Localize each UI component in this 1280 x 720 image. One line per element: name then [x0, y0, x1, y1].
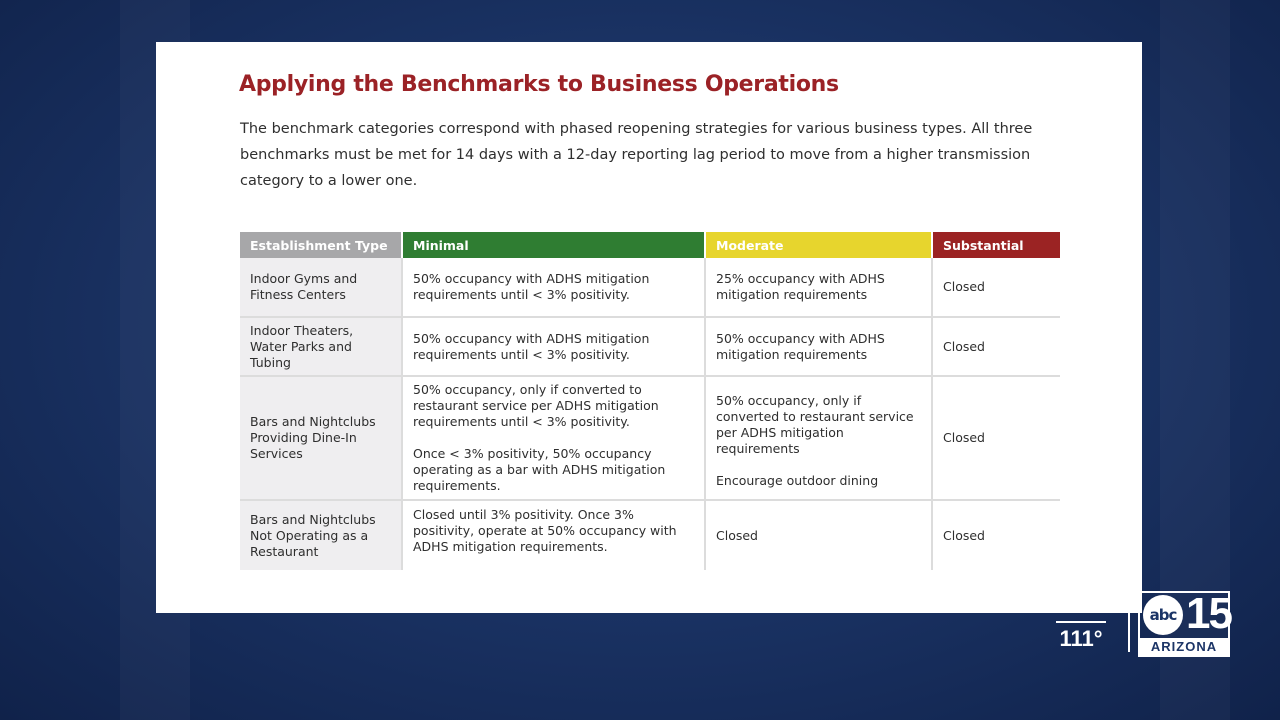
moderate-text: 50% occupancy with ADHS mitigation requirements [716, 330, 885, 362]
slide-title: Applying the Benchmarks to Business Operations [239, 72, 839, 97]
table-row [240, 258, 1060, 317]
abc-logo-icon: abc [1143, 595, 1183, 635]
moderate-cell [705, 258, 932, 317]
substantial-cell: Closed [943, 527, 985, 543]
establishment-type-cell: Bars and Nightclubs Not Operating as a Restaurant [240, 500, 402, 570]
table-row [240, 500, 1060, 570]
header-minimal: Minimal [402, 232, 705, 258]
minimal-text: 50% occupancy, only if converted to restaurant service per ADHS mitigation requirements until < 3% positivity. [413, 382, 659, 429]
minimal-text: 50% occupancy with ADHS mitigation requirements until < 3% positivity. [413, 330, 650, 362]
establishment-type-cell: Indoor Gyms and Fitness Centers [240, 258, 402, 317]
moderate-cell [705, 500, 932, 570]
establishment-type-cell: Bars and Nightclubs Providing Dine-In Services [240, 376, 402, 500]
establishment-type-cell: Indoor Theaters, Water Parks and Tubing [240, 317, 402, 376]
moderate-text: 25% occupancy with ADHS mitigation requirements [716, 271, 885, 302]
moderate-text: Closed [716, 527, 758, 543]
minimal-cell [402, 317, 705, 376]
minimal-text: 50% occupancy with ADHS mitigation requirements until < 3% positivity. [413, 271, 650, 302]
minimal-cell [402, 258, 705, 317]
slide-intro: The benchmark categories correspond with phased reopening strategies for various business types. All three benchmarks must be met for 14 days with a 12-day reporting lag period to move from a higher transmission category to a lower one. [240, 121, 1033, 189]
minimal-text-secondary: Once < 3% positivity, 50% occupancy operating as a bar with ADHS mitigation requirements. [413, 446, 666, 493]
minimal-cell [402, 500, 705, 570]
moderate-cell [705, 317, 932, 376]
moderate-text: 50% occupancy, only if converted to restaurant service per ADHS mitigation requirements [716, 393, 914, 456]
overlay-divider [1128, 596, 1130, 652]
substantial-cell: Closed [932, 317, 1060, 376]
benchmark-slide [156, 42, 1142, 613]
substantial-cell: Closed [932, 258, 1060, 317]
station-number: 15 [1186, 589, 1231, 638]
benchmark-table [240, 232, 1060, 570]
station-logo [1138, 591, 1230, 657]
substantial-cell: Closed [932, 376, 1060, 500]
moderate-text-secondary: Encourage outdoor dining [716, 473, 879, 488]
time-display: 4:04 [1063, 597, 1099, 616]
header-substantial: Substantial [932, 232, 1060, 258]
header-establishment-type: Establishment Type [240, 232, 402, 258]
table-header-row [240, 232, 1060, 258]
station-state: ARIZONA [1140, 638, 1228, 655]
header-moderate: Moderate [705, 232, 932, 258]
temperature-display: 111° [1059, 626, 1103, 651]
time-divider [1056, 621, 1106, 623]
table-row [240, 317, 1060, 376]
moderate-cell [705, 376, 932, 500]
minimal-cell [402, 376, 705, 500]
table-row [240, 376, 1060, 500]
minimal-text: Closed until 3% positivity. Once 3% positivity, operate at 50% occupancy with ADHS mitigation requirements. [413, 507, 677, 554]
